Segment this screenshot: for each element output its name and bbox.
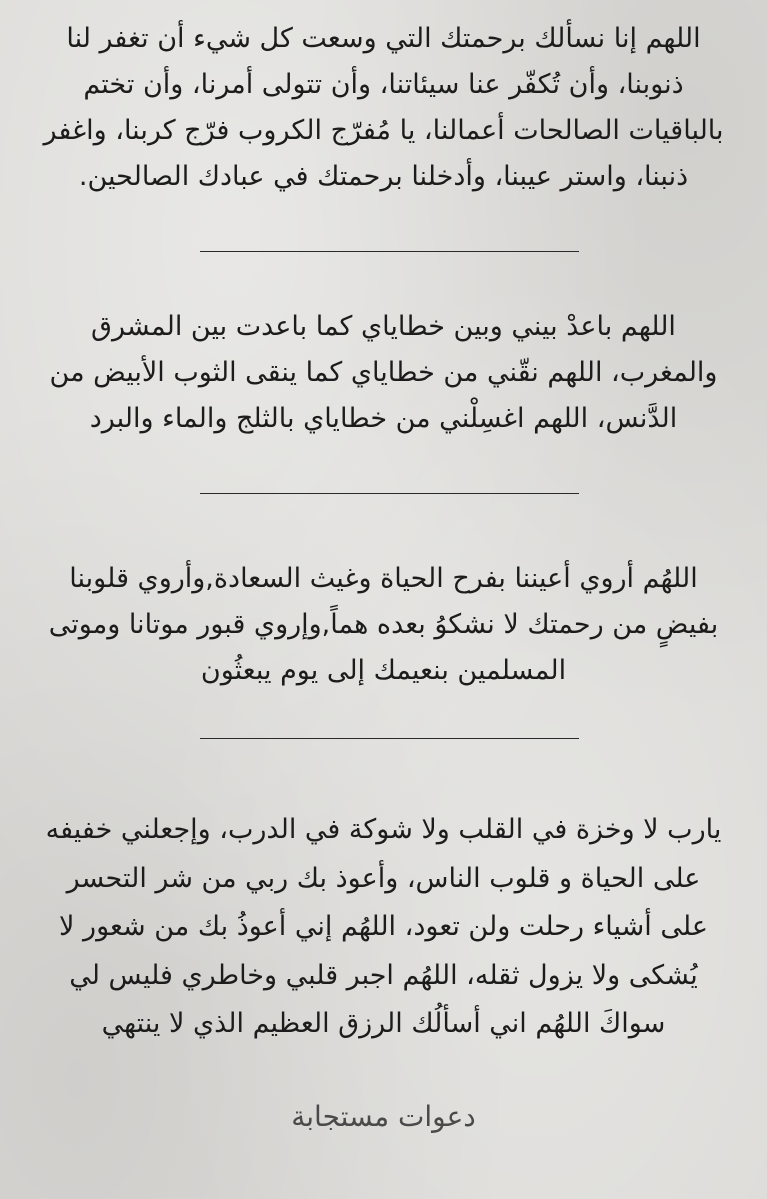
dua-paragraph: اللهم باعدْ بيني وبين خطاياي كما باعدت بين المشرق والمغرب، اللهم نقّني من خطاياي كما ينقى الثوب الأبيض من الدَّنس، اللهم اغسِلْني من خطاياي بالثلج والماء والبرد	[49, 311, 718, 434]
section-divider	[200, 738, 579, 739]
section-divider	[200, 493, 579, 494]
dua-paragraph: اللهُم أروي أعيننا بفرح الحياة وغيث السعادة,وأروي قلوبنا بفيضٍ من رحمتك لا نشكوُ بعده هماً,وإروي قبور موتانا وموتى المسلمين بنعيمك إلى يوم يبعثُون	[48, 563, 719, 686]
section-divider	[200, 251, 579, 252]
footer-title: دعوات مستجابة	[291, 1100, 476, 1133]
dua-paragraph: يارب لا وخزة في القلب ولا شوكة في الدرب، وإجعلني خفيفه على الحياة و قلوب الناس، وأعوذ بك ربي من شر التحسر على أشياء رحلت ولن تعود، اللهُم إني أعوذُ بك من شعور لا يُشكى ولا يزول ثقله، اللهُم اجبر قلبي وخاطري فليس لي سواكَ اللهُم اني أسألُك الرزق العظيم الذي لا ينتهي	[45, 814, 722, 1039]
dua-paragraph: اللهم إنا نسألك برحمتك التي وسعت كل شيء أن تغفر لنا ذنوبنا، وأن تُكفّر عنا سيئاتنا، وأن تتولى أمرنا، وأن تختم بالباقيات الصالحات أعمالنا، يا مُفرّج الكروب فرّج كربنا، واغفر ذنبنا، واستر عيبنا، وأدخلنا برحمتك في عبادك الصالحين.	[43, 23, 724, 192]
